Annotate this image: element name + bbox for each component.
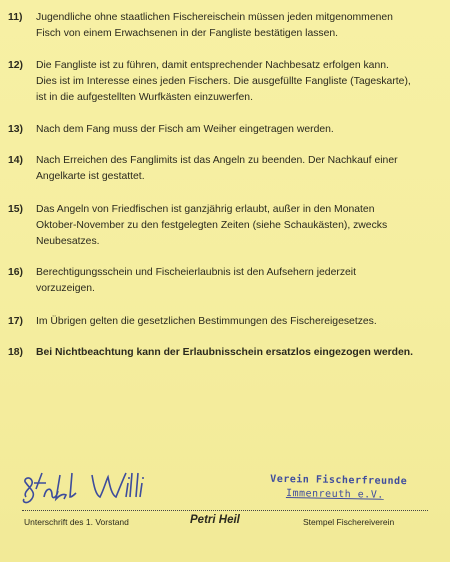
rule-text — [36, 345, 440, 361]
rule-line: Fisch von einem Erwachsenen in der Fangliste bestätigen lassen. — [36, 28, 339, 39]
rule-number: 11) — [8, 12, 23, 23]
rule-line: Berechtigungsschein und Fischeierlaubnis ist den Aufsehern jederzeit — [36, 267, 356, 278]
rule-number: 14) — [8, 155, 24, 166]
rule-text — [36, 202, 440, 250]
stamp-label: Stempel Fischereiverein — [303, 517, 395, 527]
rule-number: 12) — [8, 60, 24, 71]
signature-label: Unterschrift des 1. Vorstand — [24, 517, 129, 527]
rule-line: Neubesatzes. — [36, 236, 100, 247]
signature-line — [22, 510, 428, 511]
rule-line: Nach dem Fang muss der Fisch am Weiher eingetragen werden. — [36, 124, 334, 135]
rule-line: Die Fangliste ist zu führen, damit entsprechender Nachbesatz erfolgen kann. — [36, 60, 389, 71]
rule-number: 15) — [8, 204, 24, 215]
rule-line: vorzuzeigen. — [36, 283, 95, 294]
rule-line: Bei Nichtbeachtung kann der Erlaubnisschein ersatzlos eingezogen werden. — [36, 347, 414, 358]
rule-text — [36, 10, 440, 42]
rule-line: Oktober-November zu den festgelegten Zeiten (siehe Schaukästen), zwecks — [36, 220, 388, 231]
rule-line: Jugendliche ohne staatlichen Fischereischein müssen jeden mitgenommenen — [36, 12, 393, 23]
club-stamp — [266, 474, 417, 513]
stamp-text-line2: Immenreuth e.V. — [285, 488, 384, 501]
rule-number: 17) — [8, 316, 24, 327]
handwritten-signature — [20, 467, 170, 507]
rule-number: 18) — [8, 347, 24, 358]
stamp-text-line1: Verein Fischerfreunde — [270, 473, 408, 488]
rule-line: Angelkarte ist gestattet. — [36, 171, 145, 182]
rule-line: Nach Erreichen des Fanglimits ist das Angeln zu beenden. Der Nachkauf einer — [36, 155, 398, 166]
rule-line: Dies ist im Interesse eines jeden Fischers. Die ausgefüllte Fangliste (Tageskarte), — [36, 76, 411, 87]
greeting-text: Petri Heil — [190, 514, 240, 526]
rule-text — [36, 58, 440, 106]
rule-number: 13) — [8, 124, 24, 135]
rule-text — [36, 153, 440, 185]
rule-text — [36, 265, 440, 297]
rule-text — [36, 314, 440, 330]
rule-line: Das Angeln von Friedfischen ist ganzjährig erlaubt, außer in den Monaten — [36, 204, 375, 215]
signature-footer — [0, 455, 450, 555]
rule-text — [36, 122, 440, 138]
rule-line: Im Übrigen gelten die gesetzlichen Bestimmungen des Fischereigesetzes. — [36, 316, 377, 327]
rule-number: 16) — [8, 267, 24, 278]
rule-line: ist in die aufgestellten Wurfkästen einzuwerfen. — [36, 92, 253, 103]
